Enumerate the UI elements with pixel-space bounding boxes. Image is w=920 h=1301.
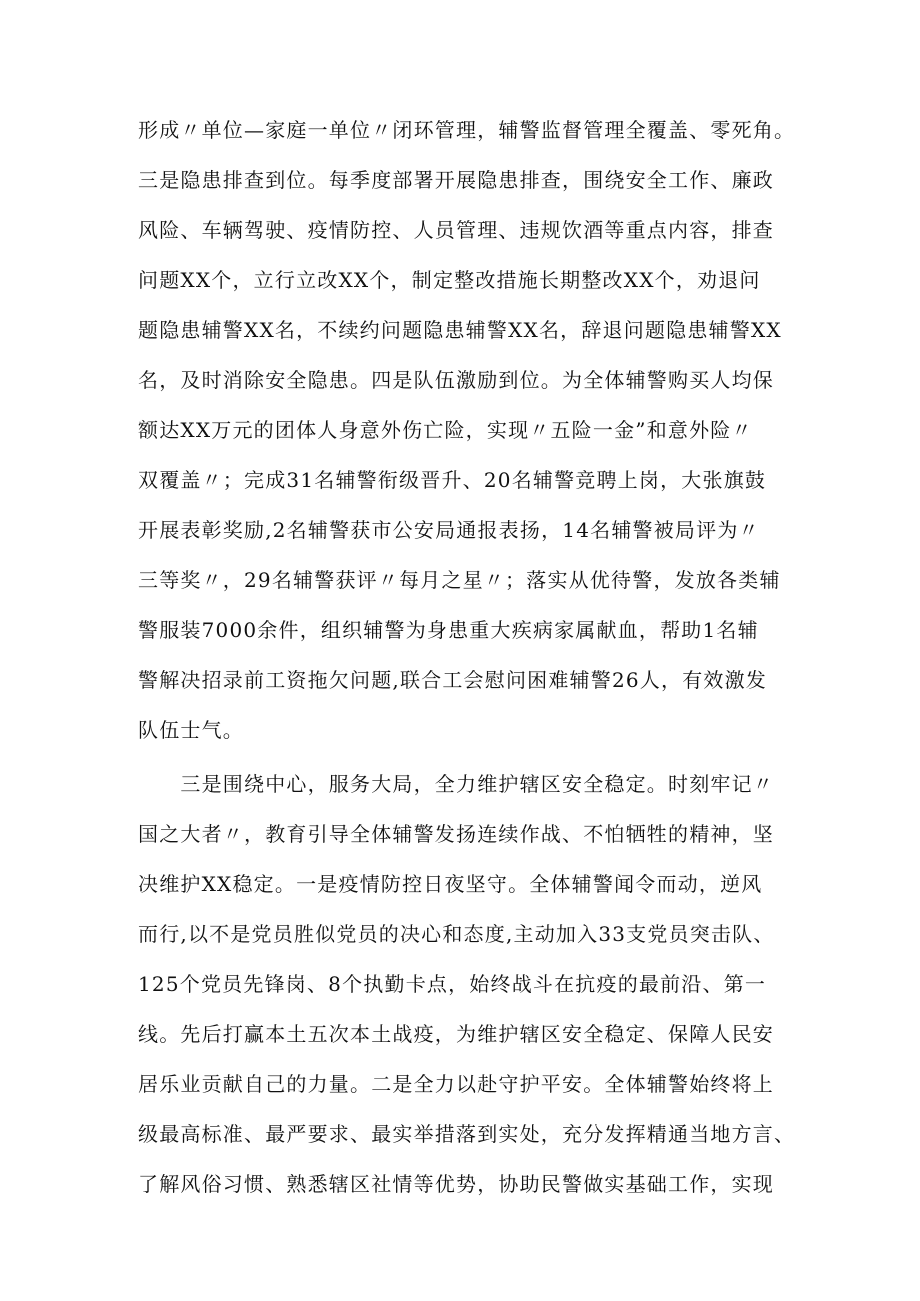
text-line: 名，及时消除安全隐患。四是队伍激励到位。为全体辅警购买人均保: [138, 368, 774, 392]
text-line: 三是隐患排查到位。每季度部署开展隐患排查，围绕安全工作、廉政: [138, 168, 774, 192]
text-line: 双覆盖〃；完成31名辅警衔级晋升、20名辅警竞聘上岗，大张旗鼓: [138, 468, 767, 492]
text-line: 线。先后打赢本土五次本土战疫，为维护辖区安全稳定、保障人民安: [138, 1022, 774, 1046]
text-line: 额达XX万元的团体人身意外伤亡险，实现〃五险一金”和意外险〃: [138, 418, 753, 442]
paragraph-start-line: 三是围绕中心，服务大局，全力维护辖区安全稳定。时刻牢记〃: [138, 772, 774, 796]
text-line: 风险、车辆驾驶、疫情防控、人员管理、违规饮酒等重点内容，排查: [138, 218, 774, 242]
text-line: 国之大者〃，教育引导全体辅警发扬连续作战、不怕牺牲的精神，坚: [138, 822, 774, 846]
text-line: 题隐患辅警XX名，不续约问题隐患辅警XX名，辞退问题隐患辅警XX: [138, 318, 782, 342]
text-line: 了解风俗习惯、熟悉辖区社情等优势，协助民警做实基础工作，实现: [138, 1172, 774, 1196]
text-line: 形成〃单位—家庭一单位〃闭环管理，辅警监督管理全覆盖、零死角。: [138, 118, 796, 142]
text-line: 而行,以不是党员胜似党员的决心和态度,主动加入33支党员突击队、: [138, 922, 775, 946]
text-line: 三等奖〃，29名辅警获评〃每月之星〃；落实从优待警，发放各类辅: [138, 568, 781, 592]
text-line: 警服装7000余件，组织辅警为身患重大疾病家属献血，帮助1名辅: [138, 618, 759, 642]
text-line: 级最高标准、最严要求、最实举措落到实处，充分发挥精通当地方言、: [138, 1122, 796, 1146]
text-line: 决维护XX稳定。一是疫情防控日夜坚守。全体辅警闻令而动，逆风: [138, 872, 763, 896]
text-line: 125个党员先锋岗、8个执勤卡点，始终战斗在抗疫的最前沿、第一: [138, 972, 767, 996]
text-line: 警解决招录前工资拖欠问题,联合工会慰问困难辅警26人，有效激发: [138, 668, 768, 692]
text-line: 居乐业贡献自己的力量。二是全力以赴守护平安。全体辅警始终将上: [138, 1072, 774, 1096]
text-line: 队伍士气。: [138, 718, 244, 742]
document-page: [138, 112, 796, 1216]
text-line: 问题XX个，立行立改XX个，制定整改措施长期整改XX个，劝退问: [138, 268, 761, 292]
text-line: 开展表彰奖励,2名辅警获市公安局通报表扬，14名辅警被局评为〃: [138, 518, 760, 542]
